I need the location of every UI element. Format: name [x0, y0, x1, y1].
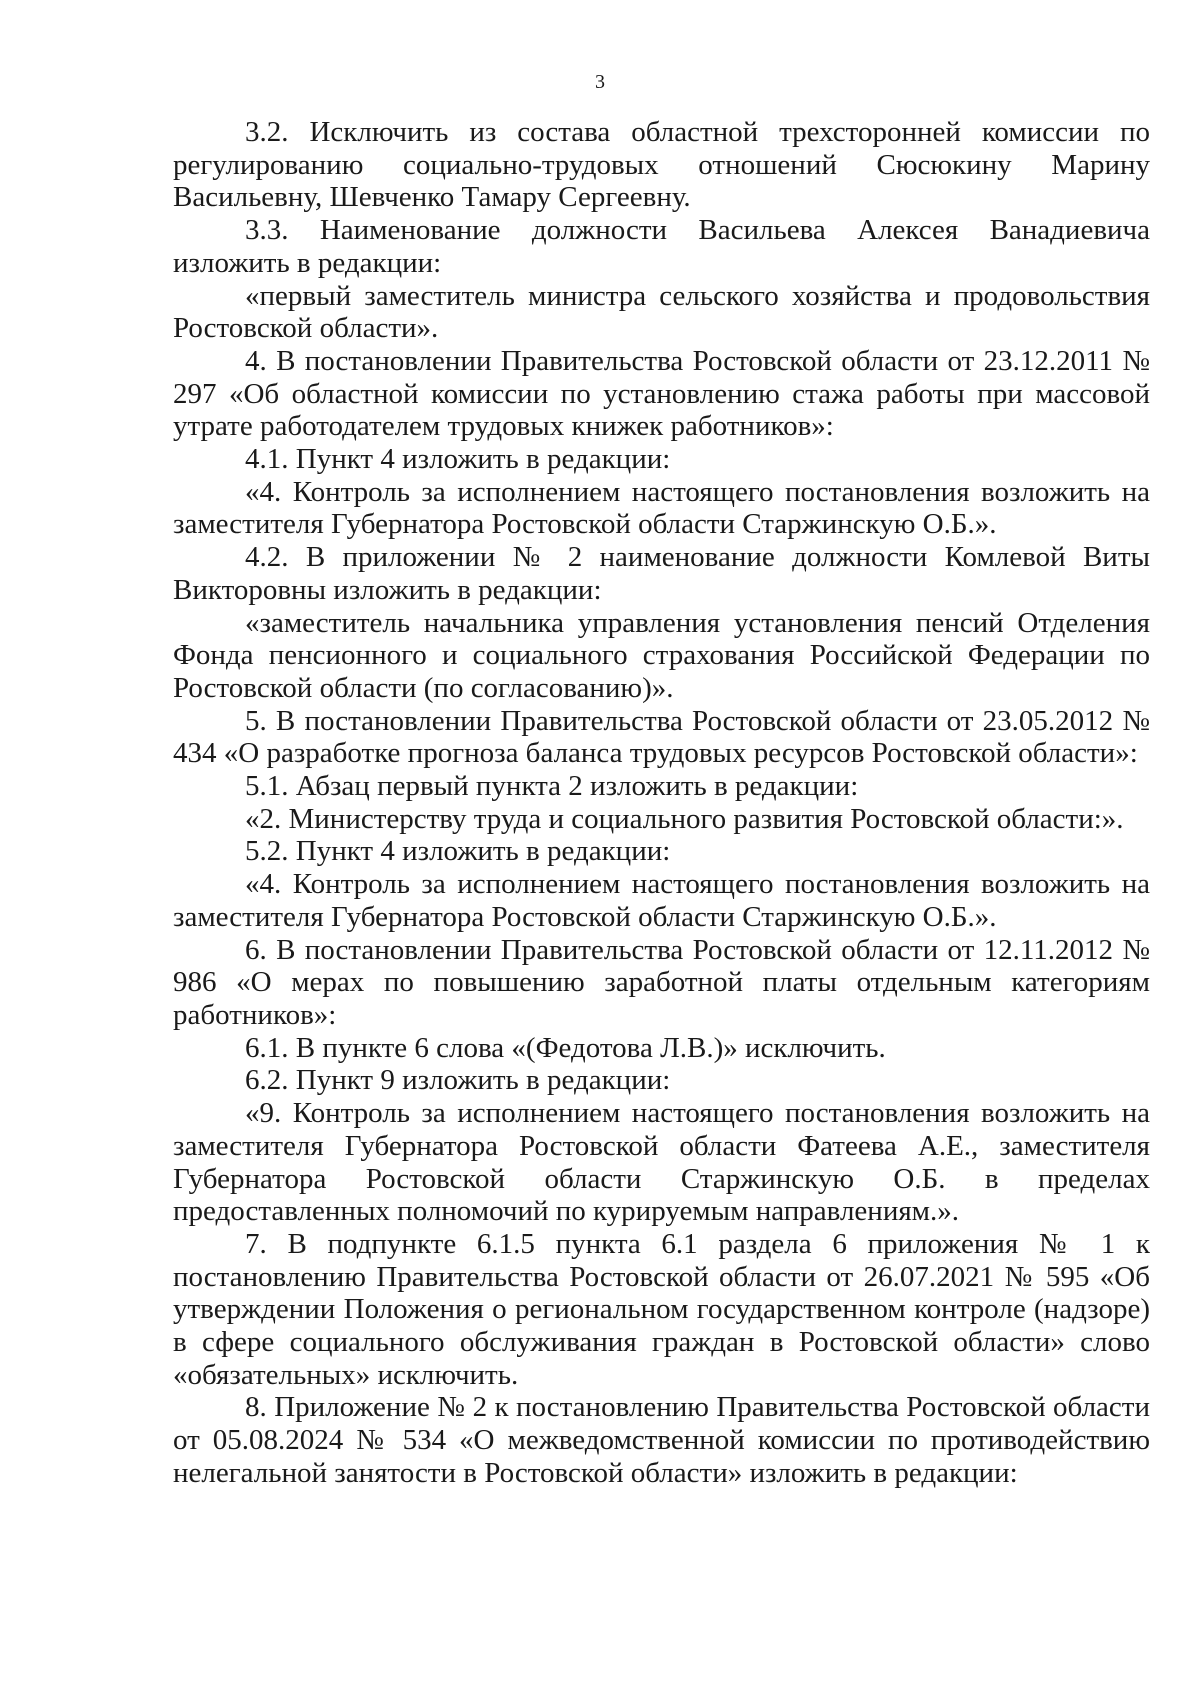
paragraph: 6.1. В пункте 6 слова «(Федотова Л.В.)» исключить.: [245, 1031, 886, 1064]
paragraph: 3.3. Наименование должности Васильева Алексея Ванадиевича изложить в редакции:: [173, 214, 1150, 279]
paragraph: 4.1. Пункт 4 изложить в редакции:: [245, 443, 671, 476]
paragraph: 3.2. Исключить из состава областной трехсторонней комиссии по регулированию социально-трудовых отношений Сюсюкину Марину Васильевну, Шевченко Тамару Сергеевну.: [173, 116, 1150, 214]
paragraph: 4.2. В приложении № 2 наименование должности Комлевой Виты Викторовны изложить в редакции:: [173, 541, 1150, 606]
paragraph: 5. В постановлении Правительства Ростовской области от 23.05.2012 № 434 «О разработке прогноза баланса трудовых ресурсов Ростовской области»:: [173, 704, 1150, 770]
paragraph: 6.2. Пункт 9 изложить в редакции:: [245, 1064, 671, 1097]
paragraph: 6. В постановлении Правительства Ростовской области от 12.11.2012 № 986 «О мерах по повышению заработной платы отдельным категориям работников»:: [173, 933, 1150, 1031]
paragraph: «первый заместитель министра сельского хозяйства и продовольствия Ростовской области».: [173, 279, 1150, 345]
paragraph: 8. Приложение № 2 к постановлению Правительства Ростовской области от 05.08.2024 № 534 «О межведомственной комиссии по противодействию нелегальной занятости в Ростовской области» изложить в редакции:: [173, 1391, 1150, 1489]
paragraph: «4. Контроль за исполнением настоящего постановления возложить на заместителя Губернатора Ростовской области Старжинскую О.Б.».: [173, 475, 1150, 541]
document-body: [173, 116, 1150, 1490]
paragraph: «9. Контроль за исполнением настоящего постановления возложить на заместителя Губернатора Ростовской области Фатеева А.Е., заместителя Губернатора Ростовской области Старжинскую О.Б. в пределах предоставленных полномочий по курируемым направлениям.».: [173, 1097, 1150, 1228]
paragraph: 5.2. Пункт 4 изложить в редакции:: [245, 835, 671, 868]
paragraph: «4. Контроль за исполнением настоящего постановления возложить на заместителя Губернатора Ростовской области Старжинскую О.Б.».: [173, 868, 1150, 933]
paragraph: «заместитель начальника управления установления пенсий Отделения Фонда пенсионного и социального страхования Российской Федерации по Ростовской области (по согласованию)».: [173, 606, 1150, 704]
paragraph: 4. В постановлении Правительства Ростовской области от 23.12.2011 № 297 «Об областной комиссии по установлению стажа работы при массовой утрате работодателем трудовых книжек работников»:: [173, 344, 1150, 443]
paragraph: 7. В подпункте 6.1.5 пункта 6.1 раздела 6 приложения № 1 к постановлению Правительства Ростовской области от 26.07.2021 № 595 «Об утверждении Положения о региональном государственном контроле (надзоре) в сфере социального обслуживания граждан в Ростовской области» слово «обязательных» исключить.: [173, 1227, 1150, 1391]
page-number: 3: [595, 71, 605, 93]
paragraph: «2. Министерству труда и социального развития Ростовской области:».: [245, 802, 1124, 835]
paragraph: 5.1. Абзац первый пункта 2 изложить в редакции:: [245, 770, 859, 803]
